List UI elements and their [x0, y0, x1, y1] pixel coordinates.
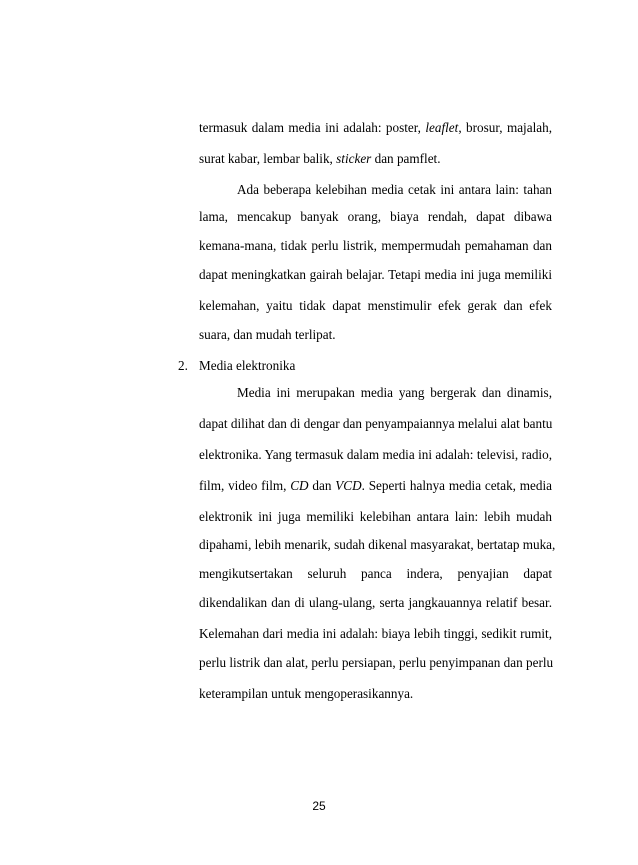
section-heading: Media elektronika	[199, 358, 296, 373]
text-line: termasuk dalam media ini adalah: poster, leaflet, brosur, majalah,	[199, 120, 552, 135]
text-line: Ada beberapa kelebihan media cetak ini antara lain: tahan	[237, 182, 552, 197]
text-line: dipahami, lebih menarik, sudah dikenal masyarakat, bertatap muka,	[199, 537, 556, 552]
text-line: kemana-mana, tidak perlu listrik, mempermudah pemahaman dan	[199, 238, 552, 253]
text-line: elektronik ini juga memiliki kelebihan antara lain: lebih mudah	[199, 509, 552, 524]
text-line: dapat dilihat dan di dengar dan penyampaiannya melalui alat bantu	[199, 416, 553, 431]
text-line: kelemahan, yaitu tidak dapat menstimulir efek gerak dan efek	[199, 298, 552, 313]
text-line: elektronika. Yang termasuk dalam media ini adalah: televisi, radio,	[199, 447, 552, 462]
text-line: keterampilan untuk mengoperasikannya.	[199, 686, 414, 701]
text-line: film, video film, CD dan VCD. Seperti halnya media cetak, media	[199, 478, 552, 493]
text-line: Kelemahan dari media ini adalah: biaya lebih tinggi, sedikit rumit,	[199, 626, 552, 641]
text-line: perlu listrik dan alat, perlu persiapan, perlu penyimpanan dan perlu	[199, 655, 554, 670]
text-line: dikendalikan dan di ulang-ulang, serta jangkauannya relatif besar.	[199, 595, 552, 610]
text-line: dapat meningkatkan gairah belajar. Tetapi media ini juga memiliki	[199, 267, 552, 282]
text-line: suara, dan mudah terlipat.	[199, 327, 336, 342]
text-line: mengikutsertakan seluruh panca indera, penyajian dapat	[199, 566, 552, 581]
text-line: lama, mencakup banyak orang, biaya rendah, dapat dibawa	[199, 209, 552, 224]
list-item-number: 2.	[178, 358, 188, 373]
text-line: surat kabar, lembar balik, sticker dan pamflet.	[199, 151, 441, 166]
page-number: 25	[312, 799, 326, 813]
text-line: Media ini merupakan media yang bergerak dan dinamis,	[237, 385, 552, 400]
